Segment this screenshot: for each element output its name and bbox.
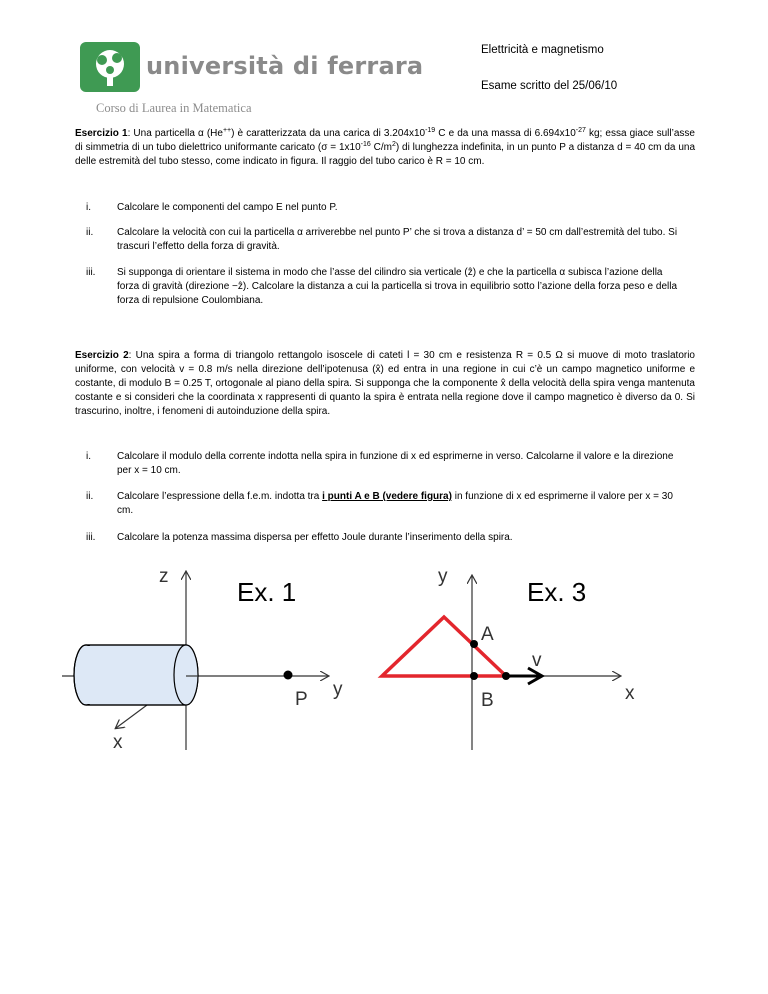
label-z: z (159, 566, 169, 587)
point-p (284, 671, 293, 680)
label-x: x (113, 732, 123, 753)
exercise-1-label: Esercizio 1 (75, 128, 128, 139)
exercise-1-text: Esercizio 1: Una particella α (He++) è caratterizzata da una carica di $3.204x10^{-19}$ C e da una massa di $6.694x10^{-27}$ kg; essa giace sull’asse di simmetria di un tubo dielettrico uniformante caricato ($\sigma = 1x10^{-16}$ $C/m^2$) di lunghezza indefinita, in un punto P a distanza d = 40 cm da una delle estremità del tubo stesso, come indicato in figura. Il raggio del tubo carico è R = 10 cm. (75, 127, 695, 167)
point-vertex (502, 672, 510, 680)
figure-ex3 (382, 566, 635, 750)
label-b: B (481, 690, 494, 711)
label-y2: y (438, 566, 448, 587)
exam-date: Esame scritto del 25/06/10 (481, 80, 618, 92)
exercise-2-label: Esercizio 2 (75, 350, 129, 361)
point-a (470, 640, 478, 648)
label-a: A (481, 624, 494, 645)
cylinder (74, 645, 198, 705)
university-name: università di ferrara (146, 52, 424, 80)
figure-ex1 (62, 566, 343, 753)
figures (0, 560, 768, 760)
subject-title: Elettricità e magnetismo (481, 44, 604, 56)
ex3-title: Ex. 3 (527, 577, 587, 607)
label-p: P (295, 689, 308, 710)
course-name: Corso di Laurea in Matematica (96, 101, 252, 115)
label-v: v (532, 650, 542, 671)
label-y: y (333, 679, 343, 700)
point-b (470, 672, 478, 680)
ex1-title: Ex. 1 (237, 577, 297, 607)
label-x2: x (625, 683, 635, 704)
exercise-2-text: Esercizio 2: Una spira a forma di triangolo rettangolo isoscele di cateti l = 30 cm e resistenza R = 0.5 Ω si muove di moto traslatorio uniforme, con velocità v = 0.8 m/s nella direzione dell’ipotenusa (x̂) ed entra in una regione in cui c’è un campo magnetico uniforme e costante, di modulo B = 0.25 T, ortogonale al piano della spira. Si supponga che la componente x̂ della velocità della spira venga mantenuta costante e si consideri che la coordinata x rappresenti di quanto la spira è entrata nella regione dove il campo magnetico è diverso da 0. Si trascurino, inoltre, i fenomeni di autoinduzione della spira. (75, 350, 695, 417)
